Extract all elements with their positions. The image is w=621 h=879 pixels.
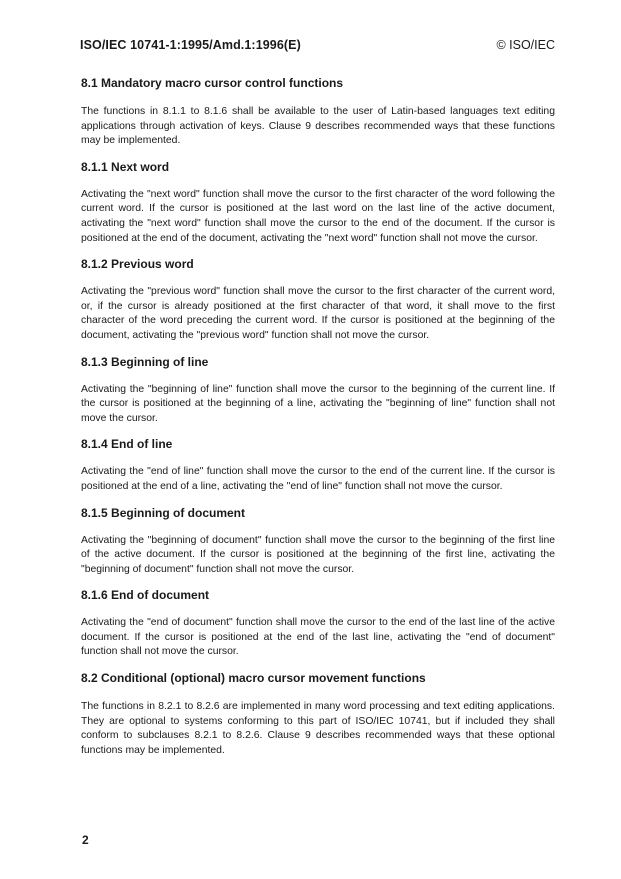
subsection-beginning-of-line: [81, 355, 555, 427]
subsection-beginning-of-document: [81, 506, 555, 578]
subsection-paragraph: Activating the "end of document" function shall move the cursor to the end of the last line of the active document. If the cursor is positioned at the end of the last line, activating the "end of document" function shall not move the cursor.: [81, 617, 555, 658]
subsection-paragraph: Activating the "end of line" function shall move the cursor to the end of the current line. If the cursor is positioned at the end of a line, activating the "end of line" function shall not move the cursor.: [81, 466, 555, 492]
subsection-previous-word: [81, 257, 555, 343]
document-body: [81, 76, 555, 769]
copyright-notice: © ISO/IEC: [496, 38, 555, 52]
subsection-heading: 8.1.3 Beginning of line: [81, 354, 209, 369]
subsection-heading: 8.1.5 Beginning of document: [81, 505, 246, 520]
subsection-heading: 8.1.4 End of line: [81, 437, 173, 452]
subsection-paragraph: Activating the "beginning of document" function shall move the cursor to the beginning of the first line of the active document. If the cursor is positioned at the beginning of the first line, activating the "beginning of document" function shall not move the cursor.: [81, 534, 555, 575]
section-8-1: [81, 76, 555, 149]
subsection-heading: 8.1.2 Previous word: [81, 257, 194, 272]
section-paragraph: The functions in 8.1.1 to 8.1.6 shall be available to the user of Latin-based languages text editing applications through activation of keys. Clause 9 describes recommended ways that these functions may be implemented.: [81, 106, 555, 147]
section-paragraph: The functions in 8.2.1 to 8.2.6 are implemented in many word processing and text editing applications. They are optional to systems conforming to this part of ISO/IEC 10741, but if included they shall conform to subclauses 8.2.1 to 8.2.6. Clause 9 describes recommended ways that these optional functions may be implemented.: [81, 701, 555, 756]
subsection-heading: 8.1.6 End of document: [81, 588, 210, 603]
subsection-heading: 8.1.1 Next word: [81, 159, 170, 174]
document-id: ISO/IEC 10741-1:1995/Amd.1:1996(E): [80, 38, 301, 52]
section-heading: 8.1 Mandatory macro cursor control functions: [81, 76, 344, 90]
section-8-2: [81, 671, 555, 758]
subsection-end-of-line: [81, 437, 555, 494]
subsection-paragraph: Activating the "next word" function shall move the cursor to the first character of the word following the current word. If the cursor is positioned at the last word on the last line of the active document, activating the "next word" function shall move the cursor to the end of the document. If the cursor is positioned at the end of the document, activating the "next word" function shall not move the cursor.: [81, 188, 555, 244]
subsection-end-of-document: [81, 588, 555, 660]
subsection-paragraph: Activating the "previous word" function shall move the cursor to the first character of the current word, or, if the cursor is already positioned at the first character of that word, it shall move to the first character of the word preceding the current word. If the cursor is positioned at the beginning of the document, activating the "previous word" function shall not move the cursor.: [81, 286, 555, 341]
subsection-next-word: [81, 160, 555, 246]
section-heading: 8.2 Conditional (optional) macro cursor movement functions: [81, 671, 426, 686]
page-number: 2: [82, 833, 89, 847]
subsection-paragraph: Activating the "beginning of line" function shall move the cursor to the beginning of the current line. If the cursor is positioned at the beginning of a line, activating the "beginning of line" function shall not move the cursor.: [81, 383, 555, 424]
